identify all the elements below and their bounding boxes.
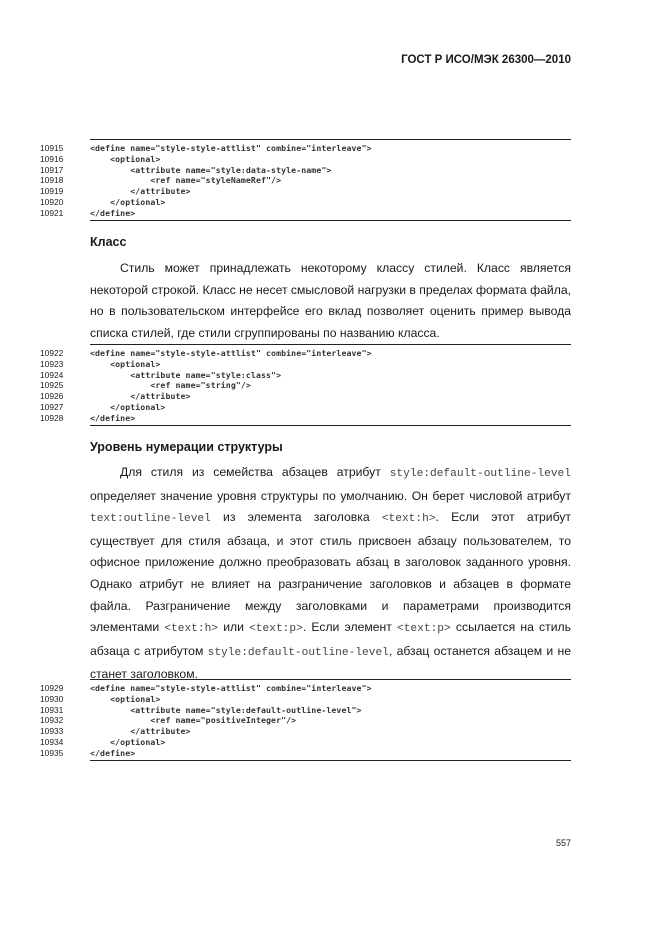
- code-inline: <text:p>: [397, 623, 451, 636]
- code-block-3: [40, 679, 571, 761]
- code-line: [40, 380, 571, 391]
- code-block-bottom-rule: [90, 760, 571, 761]
- code-inline: style:default-outline-level: [389, 468, 571, 480]
- code-text: </attribute>: [90, 391, 191, 402]
- code-text: <ref name="positiveInteger"/>: [90, 715, 297, 726]
- code-text: <define name="style-style-attlist" combine="interleave">: [90, 143, 372, 153]
- line-number: 10929: [40, 683, 64, 693]
- code-text: <optional>: [90, 358, 161, 369]
- code-text: <attribute name="style:class">: [90, 369, 282, 380]
- line-number: 10930: [40, 693, 64, 704]
- code-inline: text:outline-level: [90, 513, 211, 526]
- code-line: [40, 165, 571, 176]
- code-line: [40, 391, 571, 402]
- code-text: <define name="style-style-attlist" combine="interleave">: [90, 348, 372, 358]
- line-number: 10928: [40, 412, 64, 423]
- line-number: 10927: [40, 401, 64, 412]
- code-line: [40, 143, 571, 154]
- code-line: [40, 359, 571, 370]
- section-heading-outline-level: Уровень нумерации структуры: [90, 440, 283, 454]
- section-heading-class: Класс: [90, 235, 127, 249]
- line-number: 10917: [40, 164, 64, 175]
- code-line: [40, 683, 571, 694]
- paragraph-outline-level: Для стиля из семейства абзацев атрибут style:default-outline-level определяет значение уровня структуры по умолчанию. Он берет числовой атрибут text:outline-level из элемента заголовка <text:h>. Если этот атрибут существует для стиля абзаца, и этот стиль присвоен абзацу пользователем, то офисное приложение должно преобразовать абзац в заголовок заданного уровня. Однако атрибут не влияет на разграничение заголовков и абзацев в формате файла. Разграничение между заголовками и параметрами производится элементами <text:h> или <text:p>. Если элемент <text:p> ссылается на стиль абзаца с атрибутом style:default-outline-level, абзац останется абзацем и не станет заголовком.: [90, 465, 572, 682]
- line-number: 10921: [40, 207, 64, 218]
- code-inline: style:default-outline-level: [207, 646, 389, 659]
- code-text: </attribute>: [90, 726, 191, 737]
- line-number: 10916: [40, 153, 64, 164]
- code-inline: <text:h>: [164, 623, 219, 636]
- code-text: <optional>: [90, 693, 161, 704]
- line-number: 10920: [40, 196, 64, 207]
- line-number: 10919: [40, 186, 64, 197]
- code-block-1: [40, 139, 571, 221]
- page-number: 557: [555, 838, 571, 848]
- code-inline: <text:h>: [381, 513, 436, 526]
- line-number: 10924: [40, 369, 64, 380]
- line-number: 10933: [40, 726, 64, 737]
- code-text: </attribute>: [90, 186, 191, 197]
- code-line: [40, 348, 571, 359]
- line-number: 10923: [40, 358, 64, 369]
- code-text: </define>: [90, 207, 136, 218]
- code-block-2: [40, 344, 571, 426]
- code-line: [40, 748, 571, 759]
- code-text: <define name="style-style-attlist" combine="interleave">: [90, 683, 372, 693]
- code-text: <ref name="string"/>: [90, 380, 251, 391]
- line-number: 10934: [40, 736, 64, 747]
- code-text: <attribute name="style:data-style-name">: [90, 164, 332, 175]
- paragraph-text: Стиль может принадлежать некоторому классу стилей. Класс является некоторой строкой. Класс не несет смысловой нагрузки в пределах формата файла, но в пользовательском интерфейсе его вклад позволяет оценить пример вывода списка стилей, где стили сгруппированы по названию класса.: [90, 261, 571, 340]
- code-text: </optional>: [90, 401, 166, 412]
- code-text: </define>: [90, 747, 136, 758]
- code-line: [40, 370, 571, 381]
- line-number: 10922: [40, 348, 64, 358]
- code-line: [40, 705, 571, 716]
- code-line: [40, 208, 571, 219]
- code-line: [40, 186, 571, 197]
- line-number: 10915: [40, 143, 64, 153]
- code-line: [40, 715, 571, 726]
- code-line: [40, 726, 571, 737]
- line-number: 10931: [40, 704, 64, 715]
- code-block-bottom-rule: [90, 425, 571, 426]
- code-inline: <text:p>: [249, 623, 303, 636]
- code-line: [40, 413, 571, 424]
- code-text: </optional>: [90, 736, 166, 747]
- code-line: [40, 402, 571, 413]
- code-line: [40, 175, 571, 186]
- line-number: 10935: [40, 747, 64, 758]
- code-text: <attribute name="style:default-outline-level">: [90, 704, 362, 715]
- line-number: 10925: [40, 380, 64, 391]
- code-line: [40, 737, 571, 748]
- paragraph-class: [90, 258, 571, 344]
- code-text: </optional>: [90, 196, 166, 207]
- code-line: [40, 154, 571, 165]
- code-line: [40, 197, 571, 208]
- code-text: <optional>: [90, 153, 161, 164]
- line-number: 10932: [40, 715, 64, 726]
- code-text: </define>: [90, 412, 136, 423]
- code-line: [40, 694, 571, 705]
- code-text: <ref name="styleNameRef"/>: [90, 175, 282, 186]
- line-number: 10926: [40, 391, 64, 402]
- code-block-bottom-rule: [90, 220, 571, 221]
- line-number: 10918: [40, 175, 64, 186]
- document-header: ГОСТ Р ИСО/МЭК 26300—2010: [401, 54, 571, 66]
